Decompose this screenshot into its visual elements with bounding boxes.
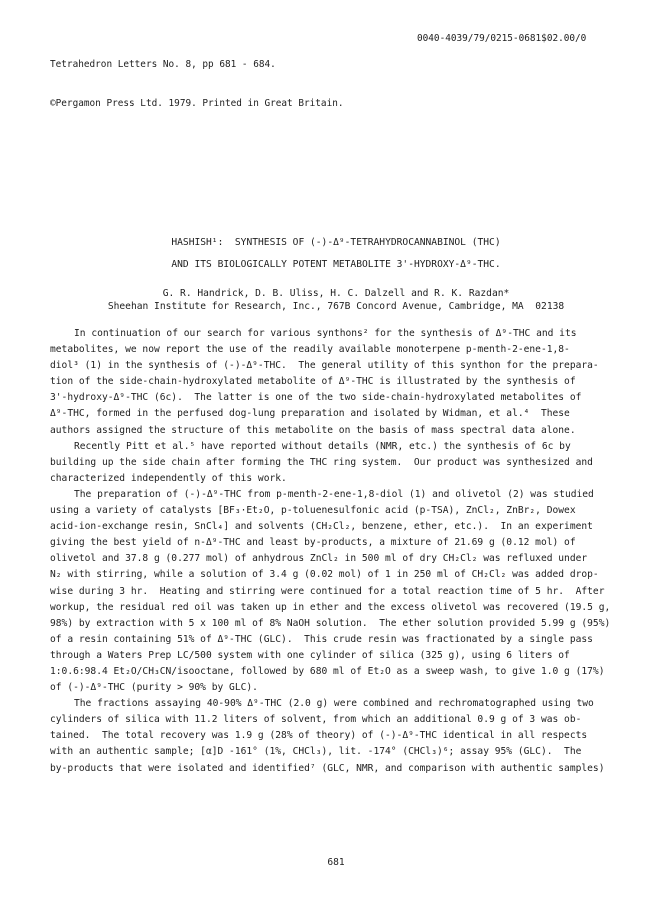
body-line: authors assigned the structure of this metabolite on the basis of mass spectral data alone. <box>50 424 576 436</box>
copyright-line: ©Pergamon Press Ltd. 1979. Printed in Great Britain. <box>50 98 344 109</box>
body-line: with an authentic sample; [α]D -161° (1%, CHCl₃), lit. -174° (CHCl₃)⁶; assay 95% (GLC). The <box>50 746 582 758</box>
body-line: using a variety of catalysts [BF₃·Et₂O, p-toluenesulfonic acid (p-TSA), ZnCl₂, ZnBr₂, Dowex <box>50 505 576 517</box>
body-line: workup, the residual red oil was taken up in ether and the excess olivetol was recovered (19.5 g, <box>50 601 611 613</box>
title-line-1: HASHISH¹: SYNTHESIS OF (-)-Δ⁹-TETRAHYDROCANNABINOL (THC) <box>171 237 501 248</box>
page-number: 681 <box>327 857 345 868</box>
body-line: diol³ (1) in the synthesis of (-)-Δ⁹-THC. The general utility of this synthon for the prepara- <box>50 360 599 372</box>
body-line: acid-ion-exchange resin, SnCl₄] and solvents (CH₂Cl₂, benzene, ether, etc.). In an experiment <box>50 521 593 533</box>
body-line: Δ⁹-THC, formed in the perfused dog-lung preparation and isolated by Widman, et al.⁴ These <box>50 408 570 420</box>
body-line: olivetol and 37.8 g (0.277 mol) of anhydrous ZnCl₂ in 500 ml of dry CH₂Cl₂ was refluxed under <box>50 553 588 565</box>
journal-citation: Tetrahedron Letters No. 8, pp 681 - 684. <box>50 59 276 70</box>
body-text <box>50 326 622 777</box>
body-line: tained. The total recovery was 1.9 g (28% of theory) of (-)-Δ⁹-THC identical in all respects <box>50 730 588 742</box>
journal-header <box>50 32 344 136</box>
body-line: 3'-hydroxy-Δ⁹-THC (6c). The latter is one of the two side-chain-hydroxylated metabolites of <box>50 392 582 404</box>
title-line-2: AND ITS BIOLOGICALLY POTENT METABOLITE 3'-HYDROXY-Δ⁹-THC. <box>171 259 501 270</box>
body-line: 98%) by extraction with 5 x 100 ml of 8% NaOH solution. The ether solution provided 5.99 g (95%) <box>50 617 611 629</box>
body-line: cylinders of silica with 11.2 liters of solvent, from which an additional 0.9 g of 3 was ob- <box>50 714 582 726</box>
body-line: 1:0.6:98.4 Et₂O/CH₃CN/isooctane, followed by 680 ml of Et₂O as a sweep wash, to give 1.0 g (17%) <box>50 665 605 677</box>
body-line: giving the best yield of n-Δ⁹-THC and least by-products, a mixture of 21.69 g (0.12 mol) of <box>50 537 576 549</box>
body-line: The fractions assaying 40-90% Δ⁹-THC (2.0 g) were combined and rechromatographed using two <box>74 698 594 710</box>
body-line: building up the side chain after forming the THC ring system. Our product was synthesized and <box>50 456 593 468</box>
body-line: The preparation of (-)-Δ⁹-THC from p-menth-2-ene-1,8-diol (1) and olivetol (2) was studied <box>74 488 594 500</box>
body-line: N₂ with stirring, while a solution of 3.4 g (0.02 mol) of 1 in 250 ml of CH₂Cl₂ was added drop- <box>50 569 599 581</box>
body-line: of a resin containing 51% of Δ⁹-THC (GLC). This crude resin was fractionated by a single pass <box>50 633 593 645</box>
body-line: of (-)-Δ⁹-THC (purity > 90% by GLC). <box>50 682 258 694</box>
body-line: through a Waters Prep LC/500 system with one cylinder of silica (325 g), using 6 liters of <box>50 649 570 661</box>
body-line: wise during 3 hr. Heating and stirring were continued for a total reaction time of 5 hr. After <box>50 585 605 597</box>
body-line: characterized independently of this work. <box>50 472 287 484</box>
body-line: metabolites, we now report the use of the readily available monoterpene p-menth-2-ene-1,8- <box>50 344 570 356</box>
body-line: Recently Pitt et al.⁵ have reported without details (NMR, etc.) the synthesis of 6c by <box>74 440 571 452</box>
article-code: 0040-4039/79/0215-0681$02.00/0 <box>417 33 587 44</box>
body-line: tion of the side-chain-hydroxylated metabolite of Δ⁹-THC is illustrated by the synthesis of <box>50 376 576 388</box>
author-names: G. R. Handrick, D. B. Uliss, H. C. Dalzell and R. K. Razdan* <box>162 288 510 299</box>
body-line: by-products that were isolated and identified⁷ (GLC, NMR, and comparison with authentic samples) <box>50 762 605 774</box>
body-line: In continuation of our search for various synthons² for the synthesis of Δ⁹-THC and its <box>74 328 577 339</box>
author-affiliation: Sheehan Institute for Research, Inc., 767B Concord Avenue, Cambridge, MA 02138 <box>107 301 565 312</box>
